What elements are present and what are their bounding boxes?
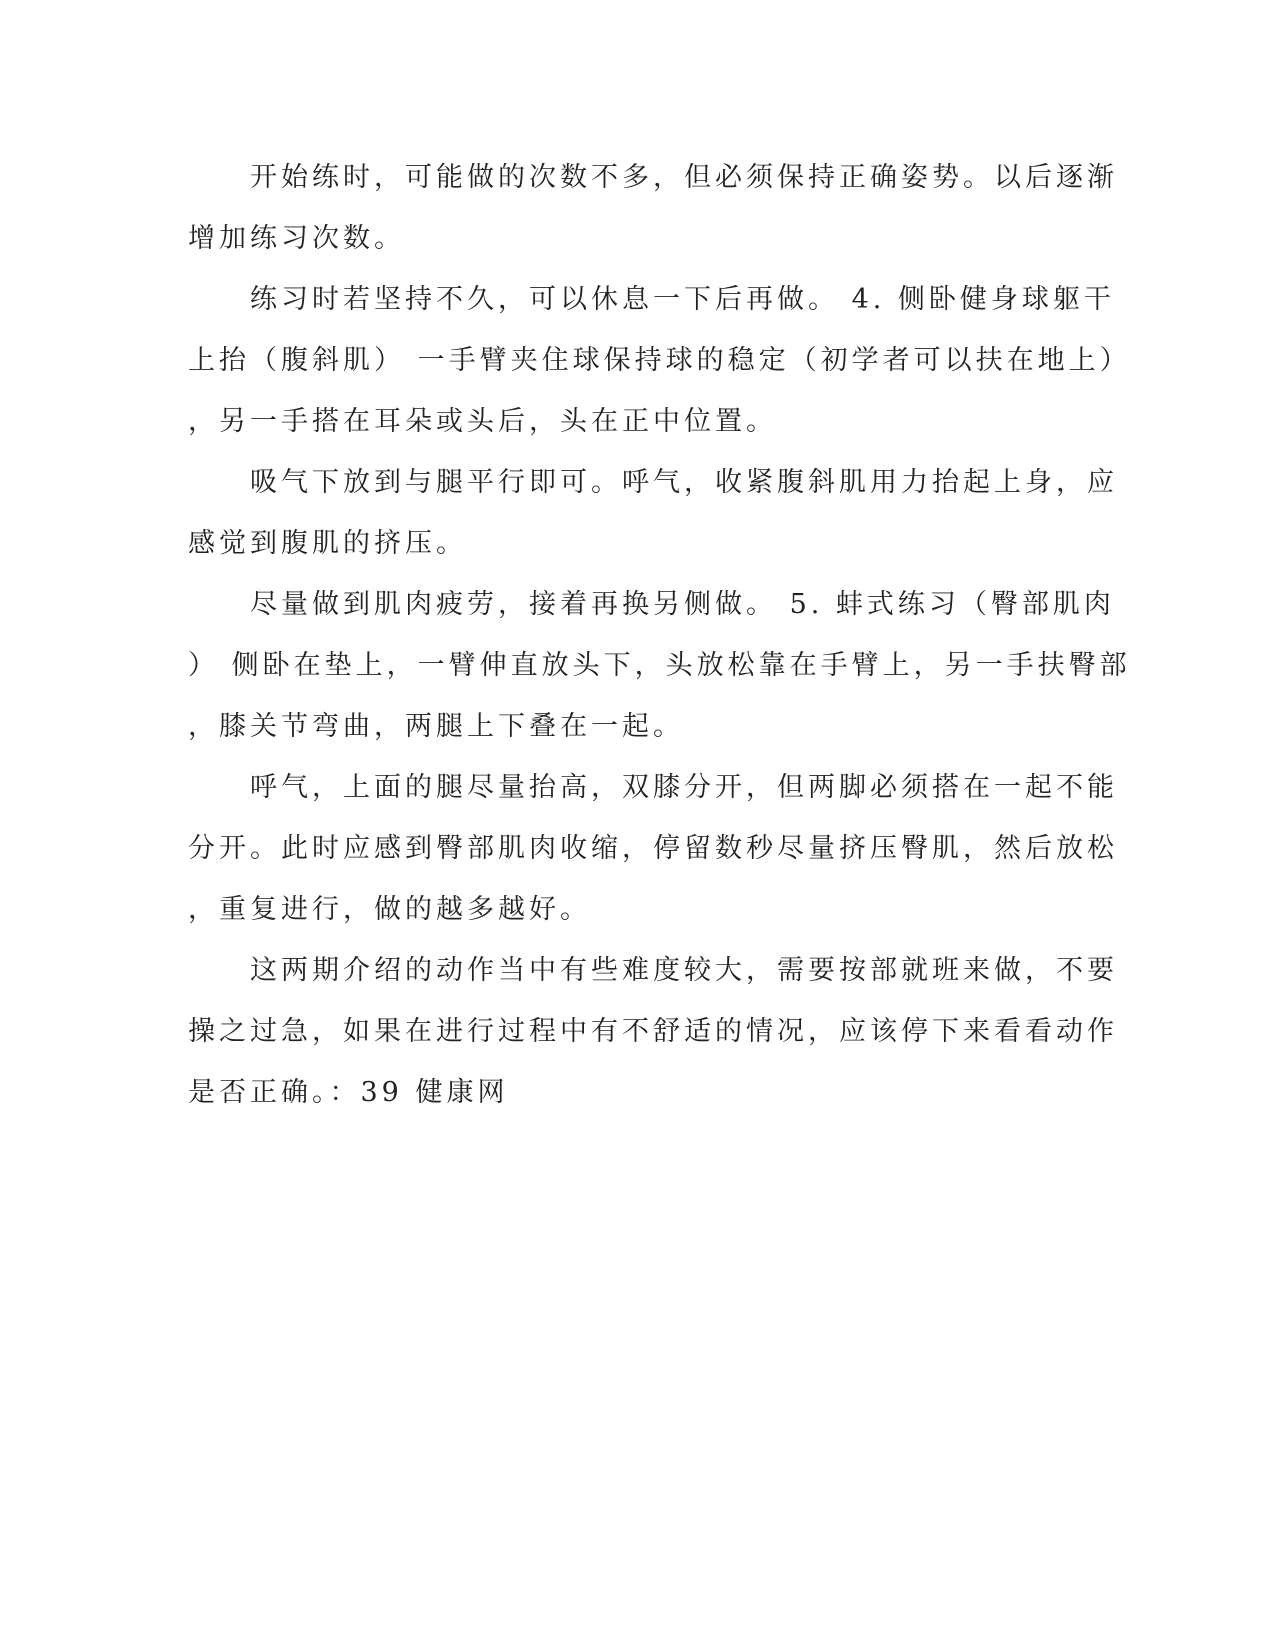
body-line: 呼气，上面的腿尽量抬高，双膝分开，但两脚必须搭在一起不能 bbox=[188, 772, 1118, 803]
body-line: 是否正确。：39 健康网 bbox=[188, 1077, 509, 1108]
body-line: ） 侧卧在垫上，一臂伸直放头下，头放松靠在手臂上，另一手扶臀部 bbox=[188, 650, 1131, 681]
body-line: 这两期介绍的动作当中有些难度较大，需要按部就班来做，不要 bbox=[188, 955, 1118, 986]
body-line: 尽量做到肌肉疲劳，接着再换另侧做。 5. 蚌式练习（臀部肌肉 bbox=[188, 589, 1115, 620]
body-line: 感觉到腹肌的挤压。 bbox=[188, 528, 467, 559]
body-line: 操之过急，如果在进行过程中有不舒适的情况，应该停下来看看动作 bbox=[188, 1016, 1118, 1047]
document-body bbox=[188, 160, 1131, 1111]
body-line: 上抬（腹斜肌） 一手臂夹住球保持球的稳定（初学者可以扶在地上） bbox=[188, 345, 1131, 376]
body-line: ，另一手搭在耳朵或头后，头在正中位置。 bbox=[188, 406, 777, 437]
body-line: 分开。此时应感到臀部肌肉收缩，停留数秒尽量挤压臀肌，然后放松 bbox=[188, 833, 1118, 864]
body-line: ，膝关节弯曲，两腿上下叠在一起。 bbox=[188, 711, 684, 742]
body-line: 增加练习次数。 bbox=[188, 223, 405, 254]
body-line: 开始练时，可能做的次数不多，但必须保持正确姿势。以后逐渐 bbox=[188, 162, 1118, 193]
body-line: 吸气下放到与腿平行即可。呼气，收紧腹斜肌用力抬起上身，应 bbox=[188, 467, 1118, 498]
body-line: ，重复进行，做的越多越好。 bbox=[188, 894, 591, 925]
body-line: 练习时若坚持不久，可以休息一下后再做。 4. 侧卧健身球躯干 bbox=[188, 284, 1115, 315]
